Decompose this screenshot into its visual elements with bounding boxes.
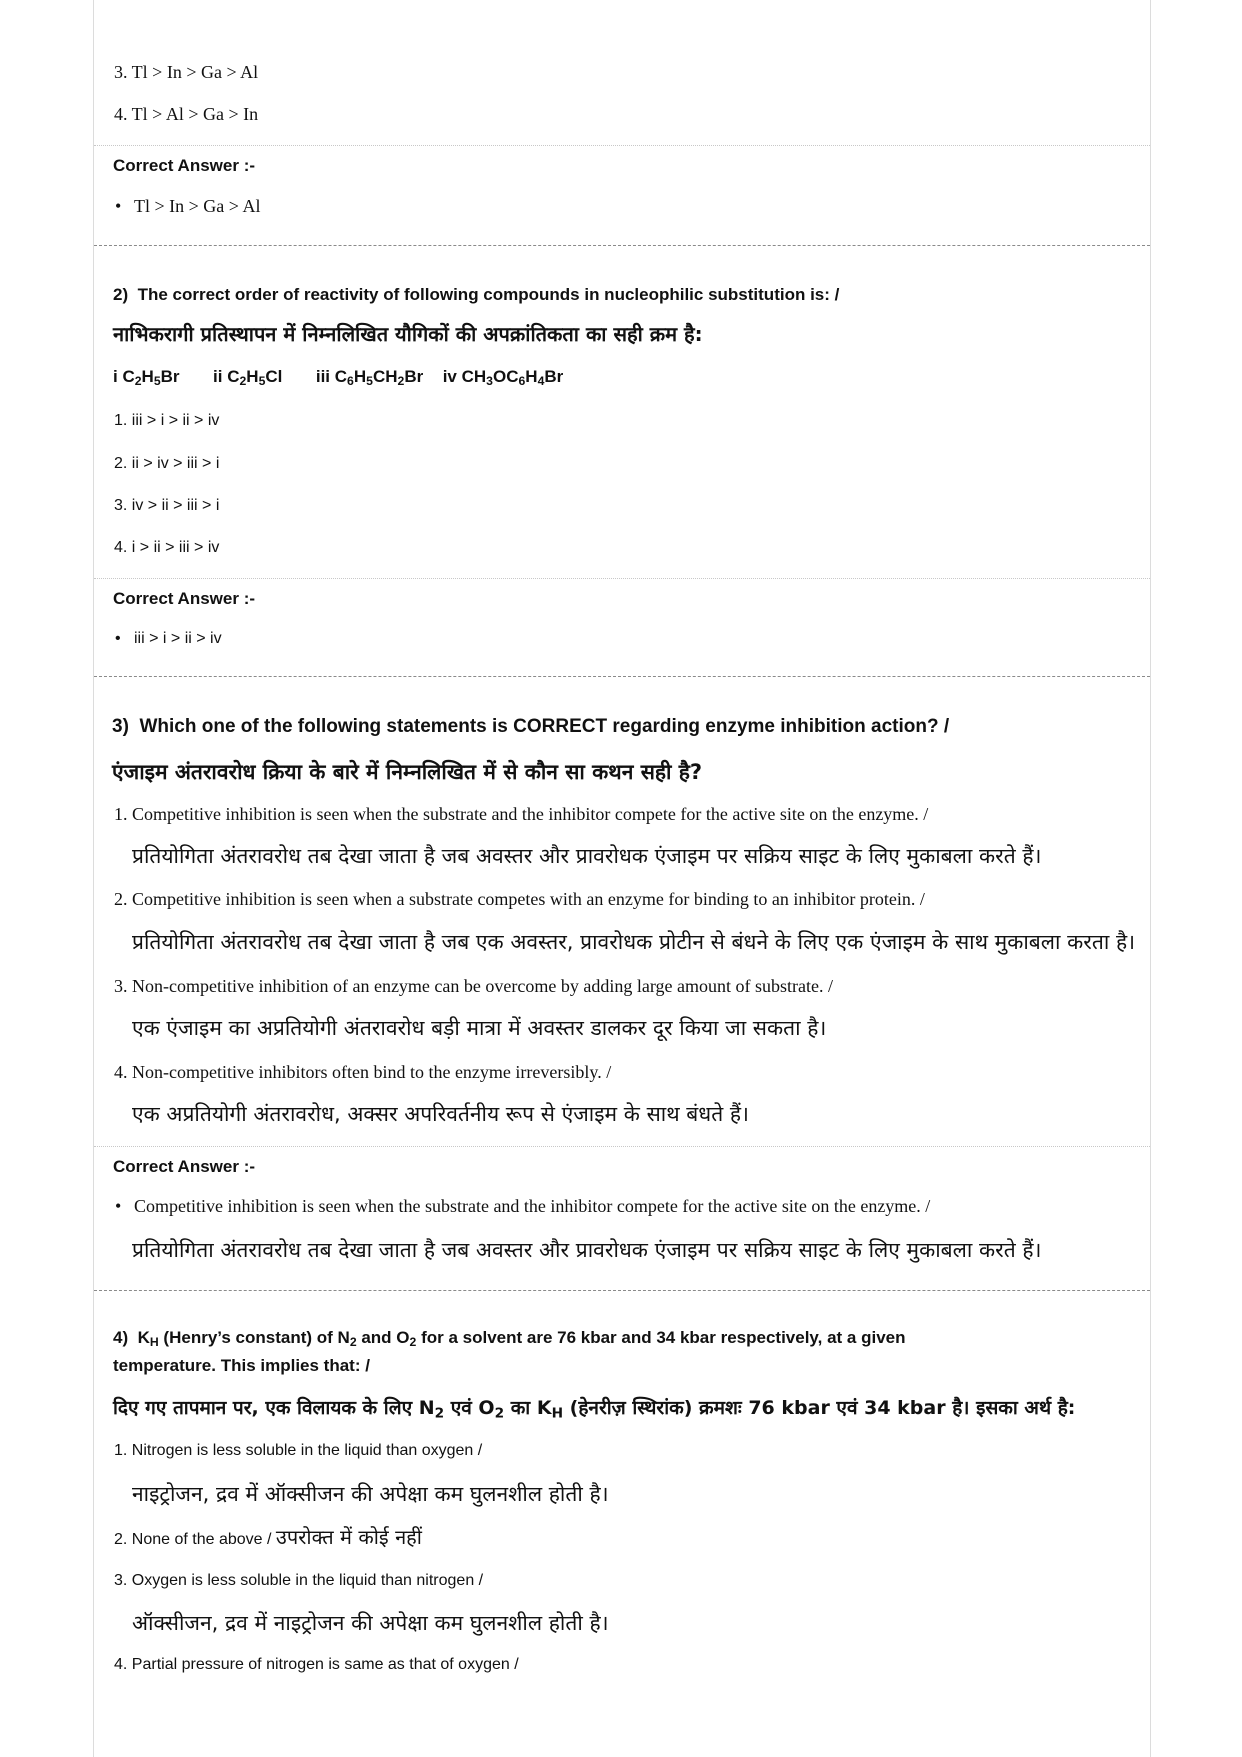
q4-title: 4) $K_H$ (Henry’s constant) of $N_2$ and $O_2$ for a solvent are 76 kbar and 34 kbar respectively, at a given <box>113 1328 906 1350</box>
q3-option-1-en: 1. Competitive inhibition is seen when the substrate and the inhibitor compete for the active site on the enzyme. / <box>114 804 929 824</box>
q4-option-3-en: 3. Oxygen is less soluble in the liquid than nitrogen / <box>114 1572 484 1589</box>
q4-option-1-en: 1. Nitrogen is less soluble in the liquid than oxygen / <box>114 1442 483 1459</box>
q3-correct-answer-hi: प्रतियोगिता अंतरावरोध तब देखा जाता है जब अवस्तर और प्रावरोधक एंजाइम पर सक्रिय साइट के लिए मुकाबला करते हैं। <box>132 1238 1042 1262</box>
divider <box>94 578 1150 579</box>
q1-option-3: 3. Tl > In > Ga > Al <box>114 62 259 82</box>
q2-title <box>113 285 839 305</box>
q3-title <box>112 716 949 738</box>
q2-number: 2) <box>113 285 129 304</box>
q3-correct-answer-en: • Competitive inhibition is seen when the substrate and the inhibitor compete for the active site on the enzyme. / <box>134 1196 930 1217</box>
q4-number: 4) <box>113 1328 129 1347</box>
q4-option-1-hi: नाइट्रोजन, द्रव में ऑक्सीजन की अपेक्षा कम घुलनशील होती है। <box>132 1482 609 1506</box>
question-separator <box>94 1290 1150 1291</box>
q2-compounds <box>113 367 563 388</box>
question-separator <box>94 676 1150 677</box>
divider <box>94 1146 1150 1147</box>
q2-option-2: 2. ii > iv > iii > i <box>114 455 220 472</box>
question-separator <box>94 245 1150 246</box>
compound-ii: ii $C_2H_5Cl$ <box>213 367 283 389</box>
q3-title-en: Which one of the following statements is CORRECT regarding enzyme inhibition action? / <box>139 716 950 737</box>
q2-option-1: 1. iii > i > ii > iv <box>114 412 220 429</box>
q3-option-1-hi: प्रतियोगिता अंतरावरोध तब देखा जाता है जब अवस्तर और प्रावरोधक एंजाइम पर सक्रिय साइट के लिए मुकाबला करते हैं। <box>132 844 1042 868</box>
compound-iii: iii $C_6H_5CH_2Br$ <box>315 367 424 389</box>
q3-option-3-en: 3. Non-competitive inhibition of an enzyme can be overcome by adding large amount of substrate. / <box>114 976 833 996</box>
q3-correct-answer-label: Correct Answer :- <box>113 1157 256 1176</box>
q1-option-4: 4. Tl > Al > Ga > In <box>114 104 259 124</box>
q4-title-hindi: दिए गए तापमान पर, एक विलायक के लिए $N_2$ एवं $O_2$ का $K_H$ (हेनरीज़ स्थिरांक) क्रमशः 76 kbar एवं 34 kbar है। इसका अर्थ है: <box>113 1397 1076 1422</box>
q1-correct-answer-label: Correct Answer :- <box>113 156 256 175</box>
q4-option-3-hi: ऑक्सीजन, द्रव में नाइट्रोजन की अपेक्षा कम घुलनशील होती है। <box>132 1611 609 1635</box>
q1-correct-answer: • Tl > In > Ga > Al <box>134 196 260 217</box>
compound-iv: iv $CH_3OC_6H_4Br$ <box>442 367 564 389</box>
q4-title-line2: temperature. This implies that: / <box>113 1356 370 1375</box>
compound-i: i $C_2H_5Br$ <box>113 367 180 389</box>
q3-option-4-hi: एक अप्रतियोगी अंतरावरोध, अक्सर अपरिवर्तनीय रूप से एंजाइम के साथ बंधते हैं। <box>132 1102 749 1126</box>
q3-option-2-en: 2. Competitive inhibition is seen when a substrate competes with an enzyme for binding to an inhibitor protein. / <box>114 889 925 909</box>
q2-title-hindi: नाभिकरागी प्रतिस्थापन में निम्नलिखित यौगिकों की अपक्रांतिकता का सही क्रम है: <box>113 322 703 346</box>
document-page <box>93 0 1151 1757</box>
q3-option-3-hi: एक एंजाइम का अप्रतियोगी अंतरावरोध बड़ी मात्रा में अवस्तर डालकर दूर किया जा सकता है। <box>132 1016 827 1040</box>
q2-option-3: 3. iv > ii > iii > i <box>114 497 220 514</box>
q2-option-4: 4. i > ii > iii > iv <box>114 539 220 556</box>
q4-option-4-en: 4. Partial pressure of nitrogen is same as that of oxygen / <box>114 1656 519 1673</box>
q3-number: 3) <box>112 716 129 737</box>
q2-correct-answer: • iii > i > ii > iv <box>134 630 222 648</box>
q3-title-hindi: एंजाइम अंतरावरोध क्रिया के बारे में निम्नलिखित में से कौन सा कथन सही है? <box>112 760 703 784</box>
q2-title-en: The correct order of reactivity of following compounds in nucleophilic substitution is: / <box>137 285 840 304</box>
q3-option-2-hi: प्रतियोगिता अंतरावरोध तब देखा जाता है जब एक अवस्तर, प्रावरोधक प्रोटीन से बंधने के लिए एक एंजाइम के साथ मुकाबला करता है। <box>132 930 1136 954</box>
q3-option-4-en: 4. Non-competitive inhibitors often bind to the enzyme irreversibly. / <box>114 1062 612 1082</box>
q4-option-2: 2. None of the above / उपरोक्त में कोई नहीं <box>114 1525 422 1549</box>
q2-correct-answer-label: Correct Answer :- <box>113 589 256 608</box>
divider <box>94 145 1150 146</box>
